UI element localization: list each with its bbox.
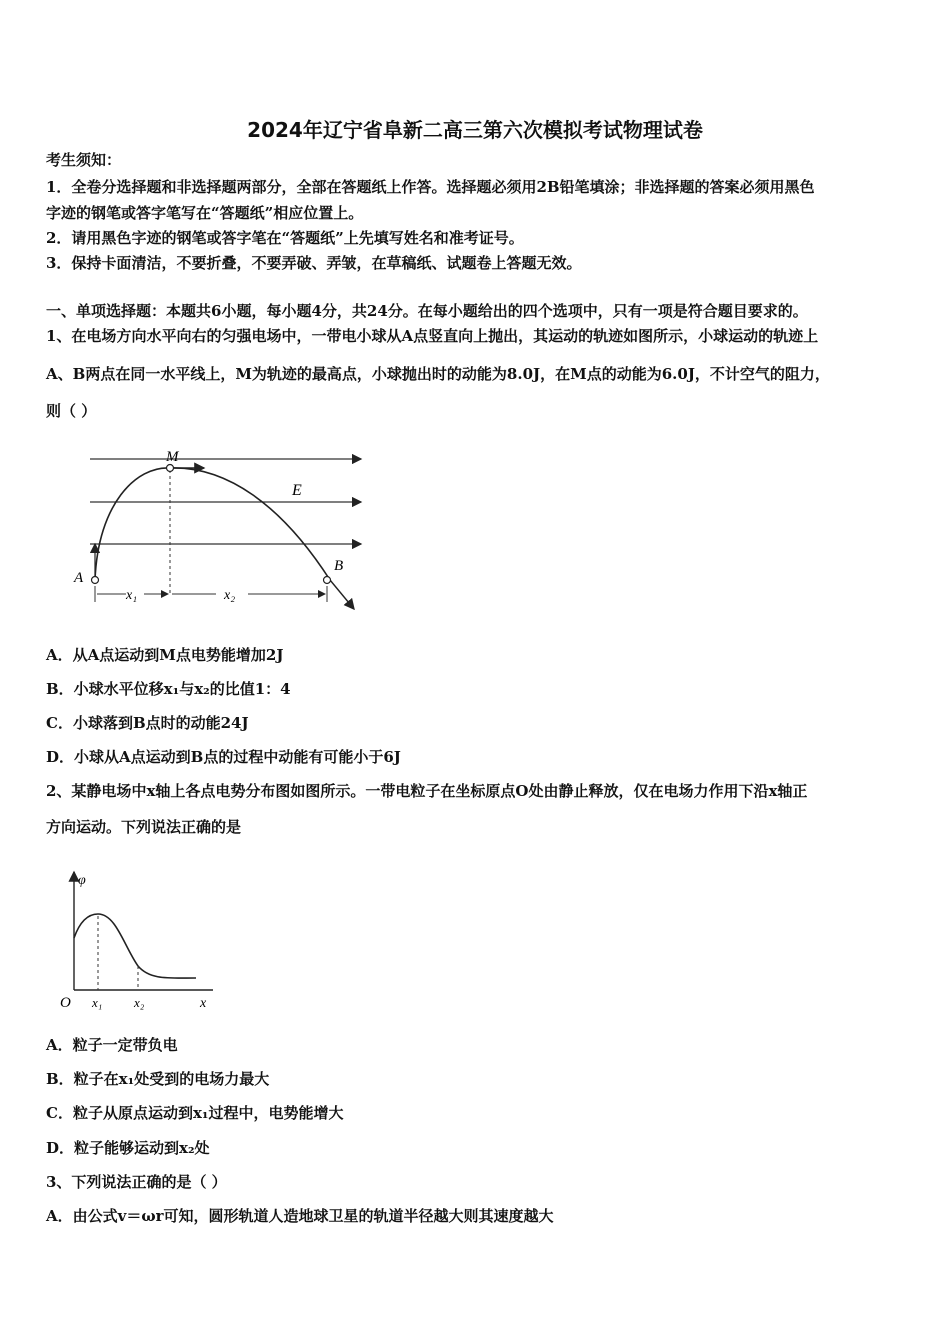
question-1-option-b: B．小球水平位移x₁与x₂的比值1：4	[46, 680, 291, 698]
potential-graph	[58, 866, 218, 1015]
label-M: M	[166, 449, 179, 465]
question-2-option-d: D．粒子能够运动到x₂处	[46, 1139, 210, 1157]
label-B: B	[334, 558, 344, 574]
question-3-stem: 3、下列说法正确的是（ ）	[46, 1173, 227, 1191]
label-x: x	[200, 996, 207, 1011]
notice-item-2: 2．请用黑色字迹的钢笔或答字笔在“答题纸”上先填写姓名和准考证号。	[46, 229, 524, 247]
label-x2: x₂	[224, 588, 236, 603]
notice-item-1-cont: 字迹的钢笔或答字笔写在“答题纸”相应位置上。	[46, 204, 364, 222]
question-1-option-c: C．小球落到B点时的动能24J	[46, 714, 249, 732]
question-2-stem: 2、某静电场中x轴上各点电势分布图如图所示。一带电粒子在坐标原点O处由静止释放，仅在电场力作用下沿x轴正	[46, 782, 808, 800]
exam-title: 2024年辽宁省阜新二高三第六次模拟考试物理试卷	[247, 118, 703, 142]
question-2-option-c: C．粒子从原点运动到x₁过程中，电势能增大	[46, 1104, 344, 1122]
question-1-option-d: D．小球从A点运动到B点的过程中动能有可能小于6J	[46, 748, 401, 766]
section-heading: 一、单项选择题：本题共6小题，每小题4分，共24分。在每小题给出的四个选项中，只有一项是符合题目要求的。	[46, 302, 808, 320]
notice-item-1: 1．全卷分选择题和非选择题两部分，全部在答题纸上作答。选择题必须用2B铅笔填涂；非选择题的答案必须用黑色	[46, 178, 815, 196]
question-1-option-a: A．从A点运动到M点电势能增加2J	[46, 646, 284, 664]
question-3-option-a: A．由公式v＝ωr可知，圆形轨道人造地球卫星的轨道半径越大则其速度越大	[46, 1207, 554, 1225]
label-x1: x₁	[92, 995, 103, 1010]
label-x2: x₂	[134, 995, 145, 1010]
question-1-stem: 1、在电场方向水平向右的匀强电场中，一带电小球从A点竖直向上抛出，其运动的轨迹如图所示，小球运动的轨迹上	[46, 327, 819, 345]
label-O: O	[60, 995, 71, 1011]
label-phi: φ	[78, 873, 86, 888]
question-1-stem: A、B两点在同一水平线上，M为轨迹的最高点，小球抛出时的动能为8.0J，在M点的动能为6.0J，不计空气的阻力，	[46, 365, 830, 383]
label-E: E	[292, 482, 302, 499]
notice-heading: 考生须知：	[46, 151, 122, 169]
question-2-option-a: A．粒子一定带负电	[46, 1036, 178, 1054]
question-1-stem: 则（ ）	[46, 402, 97, 420]
question-2-stem: 方向运动。下列说法正确的是	[46, 818, 242, 836]
label-x1: x₁	[126, 588, 138, 603]
question-2-option-b: B．粒子在x₁处受到的电场力最大	[46, 1070, 270, 1088]
label-A: A	[74, 570, 84, 586]
notice-item-3: 3．保持卡面清洁，不要折叠，不要弄破、弄皱，在草稿纸、试题卷上答题无效。	[46, 254, 582, 272]
trajectory-figure	[66, 444, 376, 623]
